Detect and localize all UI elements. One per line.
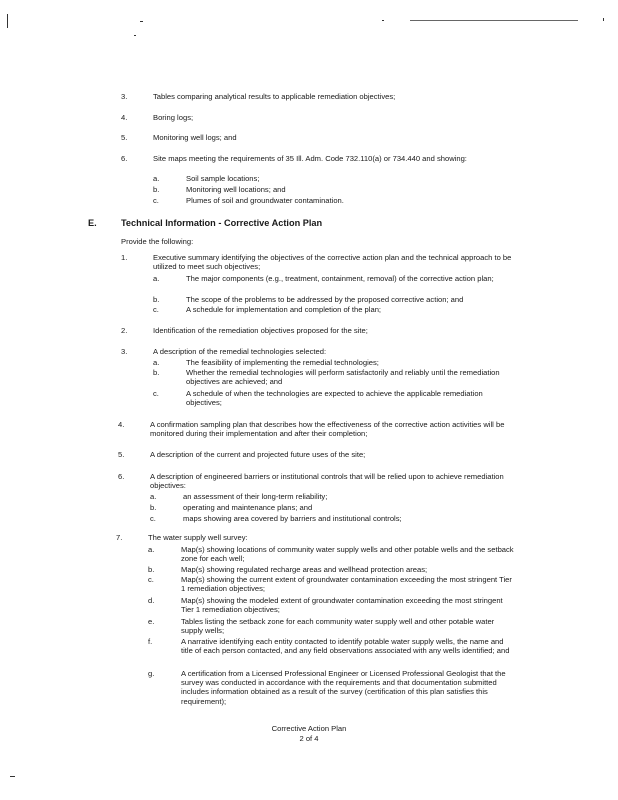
item-number: 4. (118, 420, 125, 429)
subitem-letter: c. (153, 196, 159, 205)
subitem-text: operating and maintenance plans; and (183, 503, 313, 512)
section-title: Technical Information - Corrective Action Plan (121, 218, 323, 228)
scan-artifact-top-line (410, 20, 578, 21)
subitem-text: Soil sample locations; (186, 174, 260, 183)
subitem-text: The major components (e.g., treatment, containment, removal) of the corrective action plan; (186, 274, 494, 283)
item-text: Monitoring well logs; and (153, 133, 237, 142)
subitem-text: Map(s) showing the current extent of groundwater contamination exceeding the most stringent Tier 1 remediation objectives; (181, 575, 512, 594)
item-text: Boring logs; (153, 113, 194, 122)
item-text: A confirmation sampling plan that describes how the effectiveness of the corrective action activities will be monitored during their implementation and after their completion; (150, 420, 505, 439)
subitem-letter: a. (153, 358, 160, 367)
subitem-letter: c. (153, 389, 159, 398)
subitem-text: The feasibility of implementing the remedial technologies; (186, 358, 379, 367)
item-number: 1. (121, 253, 128, 262)
subitem-letter: c. (148, 575, 154, 584)
item-number: 3. (121, 347, 128, 356)
footer-title: Corrective Action Plan (271, 724, 347, 733)
item-number: 5. (121, 133, 128, 142)
scan-artifact-tick-2 (134, 35, 136, 36)
scan-artifact-tick (140, 21, 143, 22)
subitem-letter: b. (153, 295, 160, 304)
item-number: 7. (116, 533, 123, 542)
item-text: Site maps meeting the requirements of 35 Ill. Adm. Code 732.110(a) or 734.440 and showing: (153, 154, 467, 163)
subitem-letter: a. (150, 492, 157, 501)
item-number: 6. (121, 154, 128, 163)
item-text: Identification of the remediation objectives proposed for the site; (153, 326, 368, 335)
subitem-text: The scope of the problems to be addressed by the proposed corrective action; and (186, 295, 464, 304)
subitem-letter: c. (153, 305, 159, 314)
scan-artifact-dot (382, 20, 384, 21)
subitem-letter: a. (153, 174, 160, 183)
subitem-letter: b. (150, 503, 157, 512)
subitem-text: Monitoring well locations; and (186, 185, 286, 194)
subitem-letter: b. (148, 565, 155, 574)
section-letter: E. (88, 218, 97, 228)
subitem-text: A narrative identifying each entity contacted to identify potable water supply wells, the name and title of each person contacted, and any field observations associated with any wells identified; and (181, 637, 510, 656)
footer-page-number: 2 of 4 (299, 734, 319, 743)
item-text: A description of the remedial technologies selected: (153, 347, 327, 356)
subitem-letter: f. (148, 637, 153, 646)
subitem-text: Tables listing the setback zone for each community water supply well and other potable water supply wells; (181, 617, 495, 636)
subitem-text: A certification from a Licensed Professional Engineer or Licensed Professional Geologist that the survey was conducted in accordance with the requirements and that documentation submitted includes information obtained as a result of the survey (certification of this plan satisfies this requirement); (181, 669, 506, 706)
subitem-letter: e. (148, 617, 155, 626)
subitem-letter: g. (148, 669, 155, 678)
scan-artifact-bottom (10, 776, 15, 777)
item-text: A description of engineered barriers or institutional controls that will be relied upon to achieve remediation objectives: (150, 472, 504, 491)
subitem-text: A schedule of when the technologies are expected to achieve the applicable remediation objectives; (186, 389, 483, 408)
subitem-letter: d. (148, 596, 155, 605)
subitem-text: Plumes of soil and groundwater contamination. (186, 196, 344, 205)
item-number: 5. (118, 450, 125, 459)
item-text: The water supply well survey: (148, 533, 248, 542)
subitem-text: Map(s) showing regulated recharge areas and wellhead protection areas; (181, 565, 428, 574)
subitem-text: Map(s) showing the modeled extent of groundwater contamination exceeding the most stringent Tier 1 remediation objectives; (181, 596, 503, 615)
item-text: Tables comparing analytical results to applicable remediation objectives; (153, 92, 396, 101)
scan-artifact-right (603, 18, 604, 21)
subitem-text: Map(s) showing locations of community water supply wells and other potable wells and the setback zone for each well; (181, 545, 514, 564)
subitem-letter: c. (150, 514, 156, 523)
item-text: A description of the current and projected future uses of the site; (150, 450, 366, 459)
item-number: 3. (121, 92, 128, 101)
item-number: 6. (118, 472, 125, 481)
item-number: 2. (121, 326, 128, 335)
subitem-text: an assessment of their long-term reliability; (183, 492, 328, 501)
subitem-letter: b. (153, 368, 160, 377)
item-text: Executive summary identifying the objectives of the corrective action plan and the technical approach to be utilized to meet such objectives; (153, 253, 512, 272)
subitem-text: maps showing area covered by barriers and institutional controls; (183, 514, 402, 523)
section-intro: Provide the following: (121, 237, 194, 246)
subitem-text: Whether the remedial technologies will perform satisfactorily and reliably until the remediation objectives are achieved; and (186, 368, 500, 387)
subitem-text: A schedule for implementation and completion of the plan; (186, 305, 382, 314)
item-number: 4. (121, 113, 128, 122)
subitem-letter: a. (153, 274, 160, 283)
scan-artifact-left (7, 14, 8, 28)
subitem-letter: a. (148, 545, 155, 554)
subitem-letter: b. (153, 185, 160, 194)
